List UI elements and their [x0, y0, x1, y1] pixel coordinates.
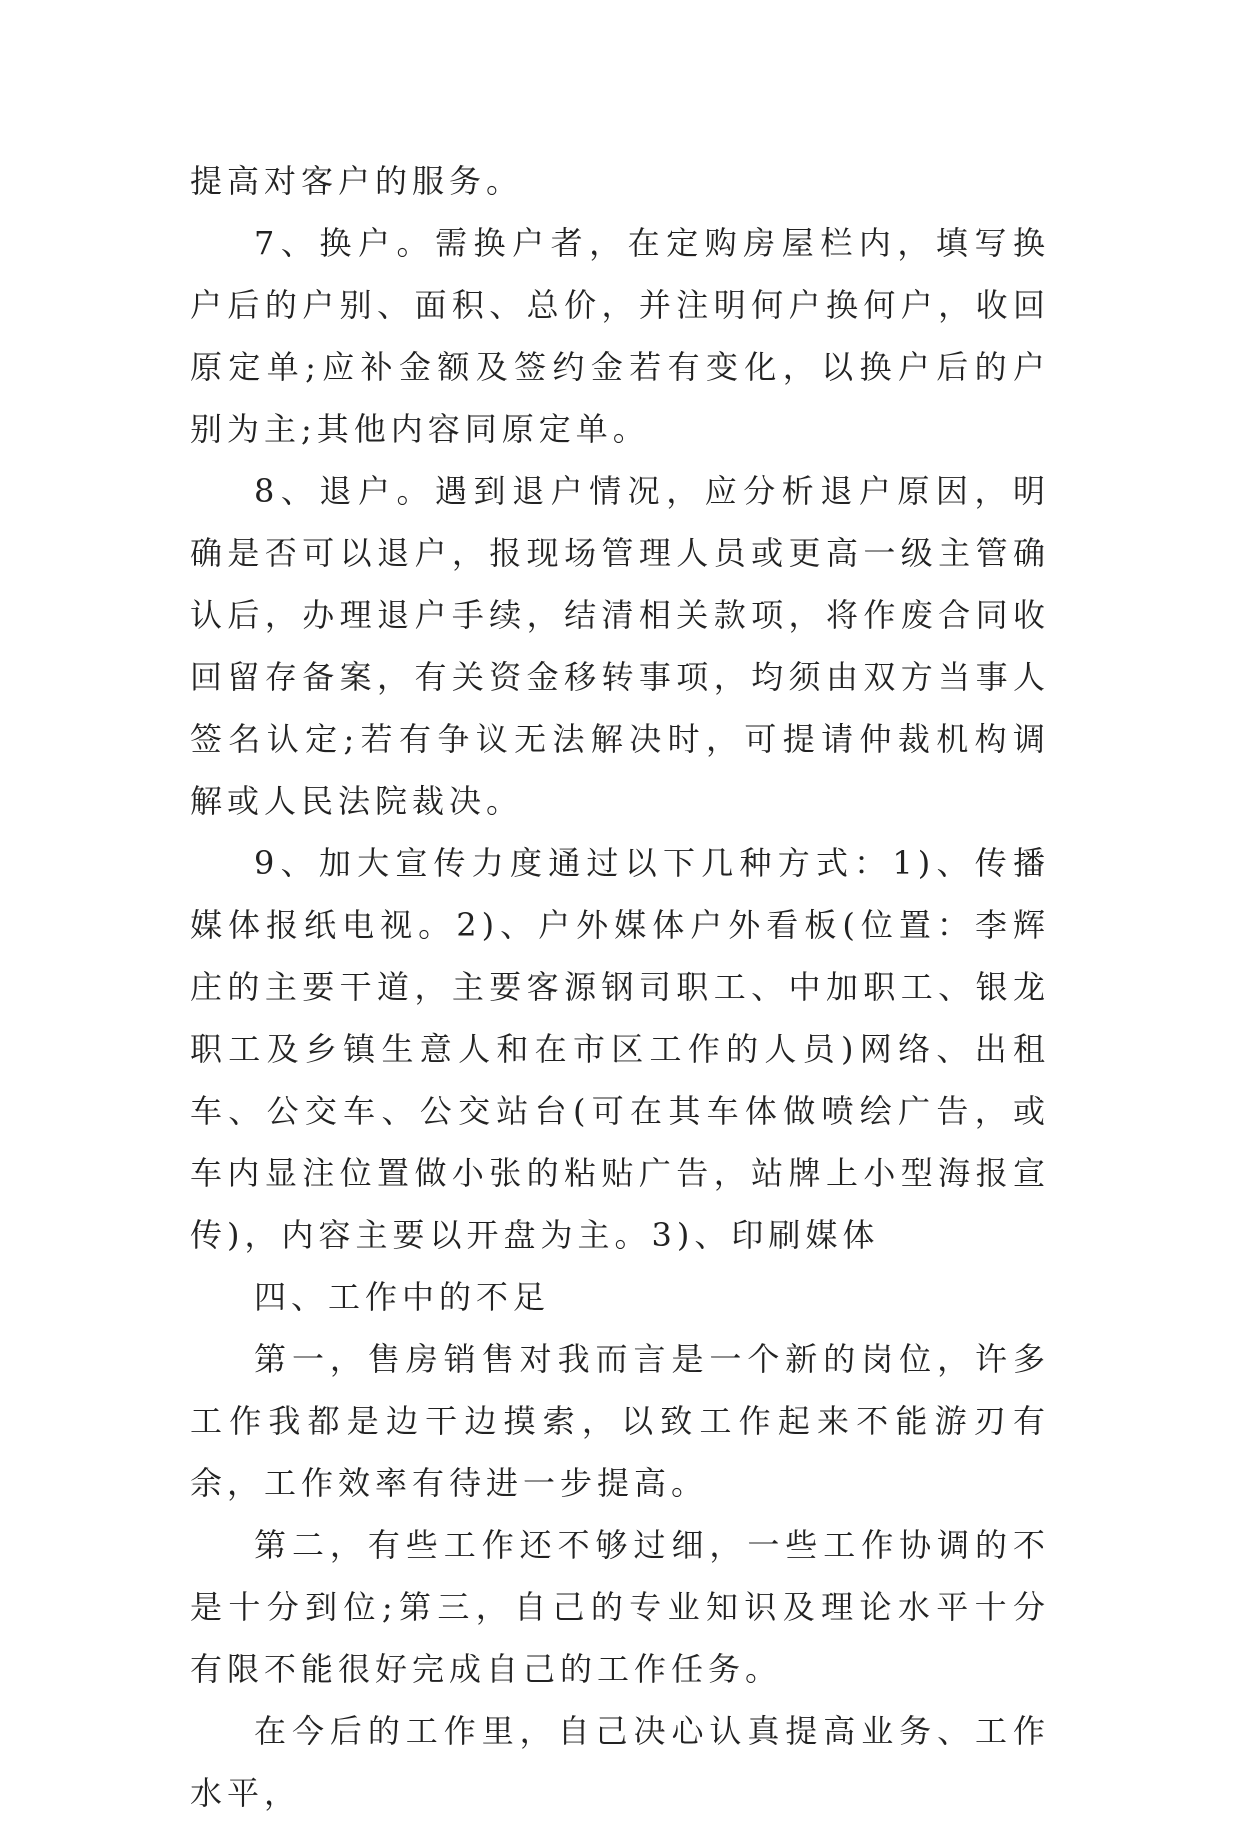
paragraph-future-work: 在今后的工作里，自己决心认真提高业务、工作水平， — [190, 1712, 1050, 1812]
document-body — [190, 150, 1050, 1824]
section-heading-shortcomings: 四、工作中的不足 — [254, 1278, 551, 1316]
paragraph-second-third-shortcoming: 第二，有些工作还不够过细，一些工作协调的不是十分到位;第三，自己的专业知识及理论水平十分有限不能很好完成自己的工作任务。 — [190, 1526, 1050, 1688]
paragraph-continuation: 提高对客户的服务。 — [190, 162, 524, 200]
paragraph-first-shortcoming: 第一，售房销售对我而言是一个新的岗位，许多工作我都是边干边摸索，以致工作起来不能游刃有余，工作效率有待进一步提高。 — [190, 1340, 1050, 1502]
paragraph-item-7-exchange: 7、换户。需换户者，在定购房屋栏内，填写换户后的户别、面积、总价，并注明何户换何户，收回原定单;应补金额及签约金若有变化，以换户后的户别为主;其他内容同原定单。 — [190, 224, 1050, 448]
paragraph-item-8-refund: 8、退户。遇到退户情况，应分析退户原因，明确是否可以退户，报现场管理人员或更高一级主管确认后，办理退户手续，结清相关款项，将作废合同收回留存备案，有关资金移转事项，均须由双方当事人签名认定;若有争议无法解决时，可提请仲裁机构调解或人民法院裁决。 — [190, 472, 1050, 820]
paragraph-item-9-promotion: 9、加大宣传力度通过以下几种方式：1)、传播媒体报纸电视。2)、户外媒体户外看板(位置：李辉庄的主要干道，主要客源钢司职工、中加职工、银龙职工及乡镇生意人和在市区工作的人员)网络、出租车、公交车、公交站台(可在其车体做喷绘广告，或车内显注位置做小张的粘贴广告，站牌上小型海报宣传)，内容主要以开盘为主。3)、印刷媒体 — [190, 844, 1050, 1254]
